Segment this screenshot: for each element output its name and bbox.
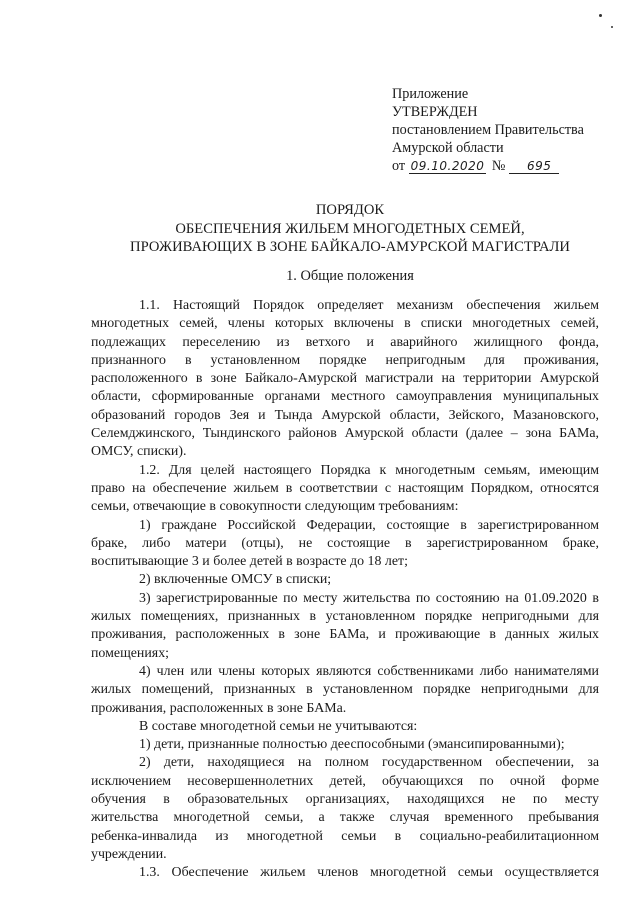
handwritten-date: 09.10.2020 bbox=[410, 159, 485, 173]
approval-approved-label: УТВЕРЖДЕН bbox=[392, 104, 478, 120]
body-line: браке, либо матери (отцы), не состоящие в зарегистрированном браке, bbox=[91, 535, 599, 551]
approval-region-label: Амурской области bbox=[392, 140, 504, 156]
title-line-1: ПОРЯДОК bbox=[315, 202, 385, 218]
body-line: помещениях; bbox=[91, 645, 169, 661]
body-line: подлежащих переселению из ветхого и аварийного жилищного фонда, bbox=[91, 334, 599, 350]
approval-date-line bbox=[392, 157, 622, 175]
body-line: 1.1. Настоящий Порядок определяет механизм обеспечения жильем bbox=[139, 298, 599, 313]
body-line: 3) зарегистрированные по месту жительства по состоянию на 01.09.2020 в bbox=[139, 590, 599, 606]
approval-resolution-label: постановлением Правительства bbox=[392, 122, 584, 138]
body-line: ребенка-инвалида из многодетной семьи в социально-реабилитационном bbox=[91, 828, 599, 844]
body-line: обучения в образовательных организациях, находящихся не по месту bbox=[91, 792, 599, 808]
body-line: расположенного в зоне Байкало-Амурской магистрали на территории Амурской bbox=[91, 371, 599, 387]
body-line: 4) член или члены которых являются собственниками либо нанимателями bbox=[139, 663, 599, 679]
body-line: В составе многодетной семьи не учитываются: bbox=[139, 718, 418, 734]
number-sign: № bbox=[491, 158, 506, 174]
body-line: признанного в установленном порядке непригодным для проживания, bbox=[91, 352, 599, 368]
document-title bbox=[80, 201, 620, 257]
body-line: жилых помещений, признанных в установленном порядке непригодными для bbox=[91, 682, 599, 698]
body-line: 2) дети, находящиеся на полном государственном обеспечении, за bbox=[139, 755, 599, 771]
body-line: 1) граждане Российской Федерации, состоящие в зарегистрированном bbox=[139, 517, 599, 533]
title-line-3: ПРОЖИВАЮЩИХ В ЗОНЕ БАЙКАЛО-АМУРСКОЙ МАГИСТРАЛИ bbox=[130, 239, 570, 255]
body-line: области, сформированные органами местного самоуправления муниципальных bbox=[91, 389, 599, 405]
body-line: многодетных семей, члены которых включены в списки многодетных семей, bbox=[91, 316, 599, 332]
scan-speck bbox=[611, 26, 613, 28]
body-line: жилых помещениях, признанных в установленном порядке непригодными для bbox=[91, 609, 599, 625]
handwritten-number: 695 bbox=[509, 159, 559, 174]
body-line: проживания, расположенных в зоне БАМа. bbox=[91, 700, 347, 716]
body-line: 1.3. Обеспечение жильем членов многодетной семьи осуществляется bbox=[139, 865, 599, 881]
body-line: 2) включенные ОМСУ в списки; bbox=[139, 572, 332, 588]
approval-block bbox=[392, 85, 622, 175]
scan-speck bbox=[599, 14, 602, 17]
body-line: ОМСУ, списки). bbox=[91, 444, 187, 460]
body-line: воспитывающие 3 и более детей в возрасте до 18 лет; bbox=[91, 554, 408, 570]
document-body bbox=[91, 297, 599, 883]
body-line: право на обеспечение жильем в соответствии с настоящим Порядком, относятся bbox=[91, 480, 599, 496]
body-line: Селемджинского, Тындинского районов Амурской области (далее – зона БАМа, bbox=[91, 426, 599, 442]
body-line: 1.2. Для целей настоящего Порядка к многодетным семьям, имеющим bbox=[139, 462, 599, 478]
body-line: исключением несовершеннолетних детей, обучающихся по очной форме bbox=[91, 773, 599, 789]
body-line: жительства многодетной семьи, а также случая временного пребывания bbox=[91, 810, 599, 826]
date-prefix: от bbox=[392, 158, 406, 174]
body-line: семьи, отвечающие в совокупности следующим требованиям: bbox=[91, 499, 459, 515]
title-line-2: ОБЕСПЕЧЕНИЯ ЖИЛЬЕМ МНОГОДЕТНЫХ СЕМЕЙ, bbox=[175, 220, 525, 237]
section-heading: 1. Общие положения bbox=[286, 268, 414, 284]
body-line: учреждении. bbox=[91, 846, 167, 862]
body-line: 1) дети, признанные полностью дееспособными (эмансипированными); bbox=[139, 737, 565, 753]
body-line: проживания, расположенных в зоне БАМа, и проживающие в данных жилых bbox=[91, 627, 599, 643]
body-line: образований городов Зея и Тында Амурской области, Зейского, Мазановского, bbox=[91, 407, 599, 423]
approval-annex-label: Приложение bbox=[392, 86, 469, 102]
